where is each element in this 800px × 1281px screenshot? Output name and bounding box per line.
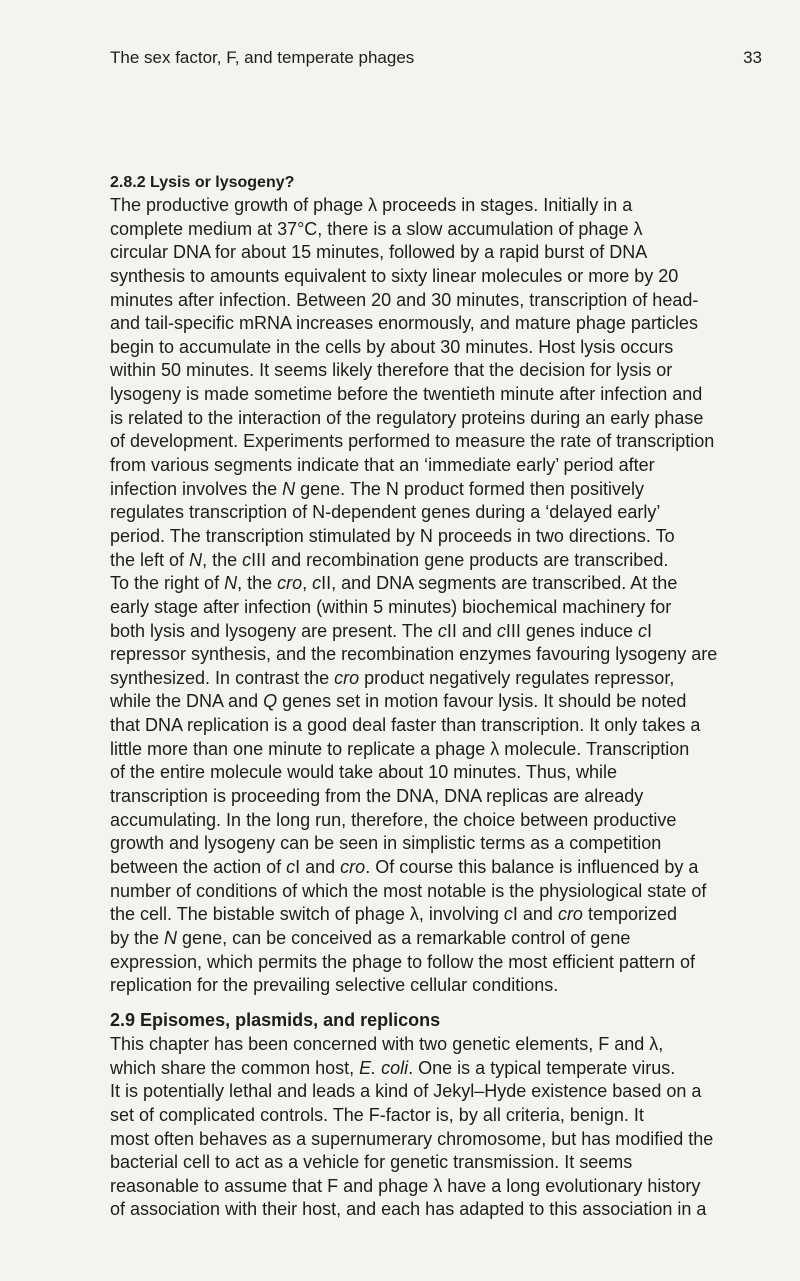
- text-line: of association with their host, and each has adapted to this association in a: [110, 1199, 707, 1220]
- section-heading: [110, 1007, 770, 1033]
- text-line: by the N gene, can be conceived as a remarkable control of gene: [110, 927, 631, 948]
- section-number: 2.9: [110, 1010, 136, 1030]
- text-line: transcription is proceeding from the DNA, DNA replicas are already: [110, 786, 644, 807]
- section-number: 2.8.2: [110, 174, 146, 191]
- text-line: To the right of N, the cro, cII, and DNA segments are transcribed. At the: [110, 573, 678, 594]
- text-line: growth and lysogeny can be seen in simplistic terms as a competition: [110, 833, 662, 854]
- text-line: which share the common host, E. coli. One is a typical temperate virus.: [110, 1057, 676, 1078]
- text-line: that DNA replication is a good deal faster than transcription. It only takes a: [110, 715, 701, 736]
- text-line: period. The transcription stimulated by N proceeds in two directions. To: [110, 525, 675, 546]
- text-line: repressor synthesis, and the recombination enzymes favouring lysogeny are: [110, 644, 718, 665]
- section-title: Lysis or lysogeny?: [150, 174, 295, 191]
- text-line: synthesis to amounts equivalent to sixty linear molecules or more by 20: [110, 265, 679, 286]
- text-line: complete medium at 37°C, there is a slow accumulation of phage λ: [110, 218, 643, 239]
- text-line: from various segments indicate that an ‘immediate early’ period after: [110, 455, 655, 476]
- running-head: [110, 48, 762, 72]
- text-line: circular DNA for about 15 minutes, followed by a rapid burst of DNA: [110, 242, 648, 263]
- text-line: most often behaves as a supernumerary chromosome, but has modified the: [110, 1128, 714, 1149]
- text-line: reasonable to assume that F and phage λ have a long evolutionary history: [110, 1175, 701, 1196]
- text-line: regulates transcription of N-dependent genes during a ‘delayed early’: [110, 502, 661, 523]
- text-line: expression, which permits the phage to follow the most efficient pattern of: [110, 951, 695, 972]
- text-line: the left of N, the cIII and recombination gene products are transcribed.: [110, 549, 669, 570]
- text-line: and tail-specific mRNA increases enormously, and mature phage particles: [110, 313, 698, 334]
- text-line: the cell. The bistable switch of phage λ, involving cI and cro temporized: [110, 904, 677, 925]
- text-line: little more than one minute to replicate a phage λ molecule. Transcription: [110, 738, 690, 759]
- text-line: accumulating. In the long run, therefore, the choice between productive: [110, 809, 677, 830]
- text-line: begin to accumulate in the cells by about 30 minutes. Host lysis occurs: [110, 336, 674, 357]
- text-line: is related to the interaction of the regulatory proteins during an early phase: [110, 407, 704, 428]
- section-body: [110, 1033, 770, 1222]
- section-title: Episomes, plasmids, and replicons: [140, 1010, 441, 1030]
- section-episomes-plasmids-replicons: [110, 1007, 770, 1222]
- text-line: bacterial cell to act as a vehicle for genetic transmission. It seems: [110, 1152, 633, 1173]
- text-line: set of complicated controls. The F-factor is, by all criteria, benign. It: [110, 1104, 644, 1125]
- text-line: replication for the prevailing selective cellular conditions.: [110, 975, 559, 996]
- text-line: number of conditions of which the most notable is the physiological state of: [110, 880, 707, 901]
- section-lysis-or-lysogeny: [110, 172, 770, 998]
- text-line: minutes after infection. Between 20 and 30 minutes, transcription of head-: [110, 289, 699, 310]
- text-line: while the DNA and Q genes set in motion favour lysis. It should be noted: [110, 691, 687, 712]
- text-line: This chapter has been concerned with two genetic elements, F and λ,: [110, 1034, 664, 1054]
- text-line: early stage after infection (within 5 minutes) biochemical machinery for: [110, 596, 672, 617]
- text-line: of development. Experiments performed to measure the rate of transcription: [110, 431, 715, 452]
- page-number: 33: [743, 48, 762, 67]
- text-line: infection involves the N gene. The N product formed then positively: [110, 478, 644, 499]
- text-line: The productive growth of phage λ proceeds in stages. Initially in a: [110, 195, 633, 215]
- section-body: [110, 194, 770, 998]
- text-line: between the action of cI and cro. Of course this balance is influenced by a: [110, 856, 699, 877]
- text-line: synthesized. In contrast the cro product negatively regulates repressor,: [110, 667, 675, 688]
- running-title: The sex factor, F, and temperate phages: [110, 48, 415, 67]
- text-line: within 50 minutes. It seems likely therefore that the decision for lysis or: [110, 360, 673, 381]
- section-heading: [110, 172, 770, 194]
- text-line: It is potentially lethal and leads a kind of Jekyl–Hyde existence based on a: [110, 1081, 702, 1102]
- text-line: of the entire molecule would take about 10 minutes. Thus, while: [110, 762, 617, 783]
- text-line: lysogeny is made sometime before the twentieth minute after infection and: [110, 384, 703, 405]
- text-line: both lysis and lysogeny are present. The cII and cIII genes induce cI: [110, 620, 653, 641]
